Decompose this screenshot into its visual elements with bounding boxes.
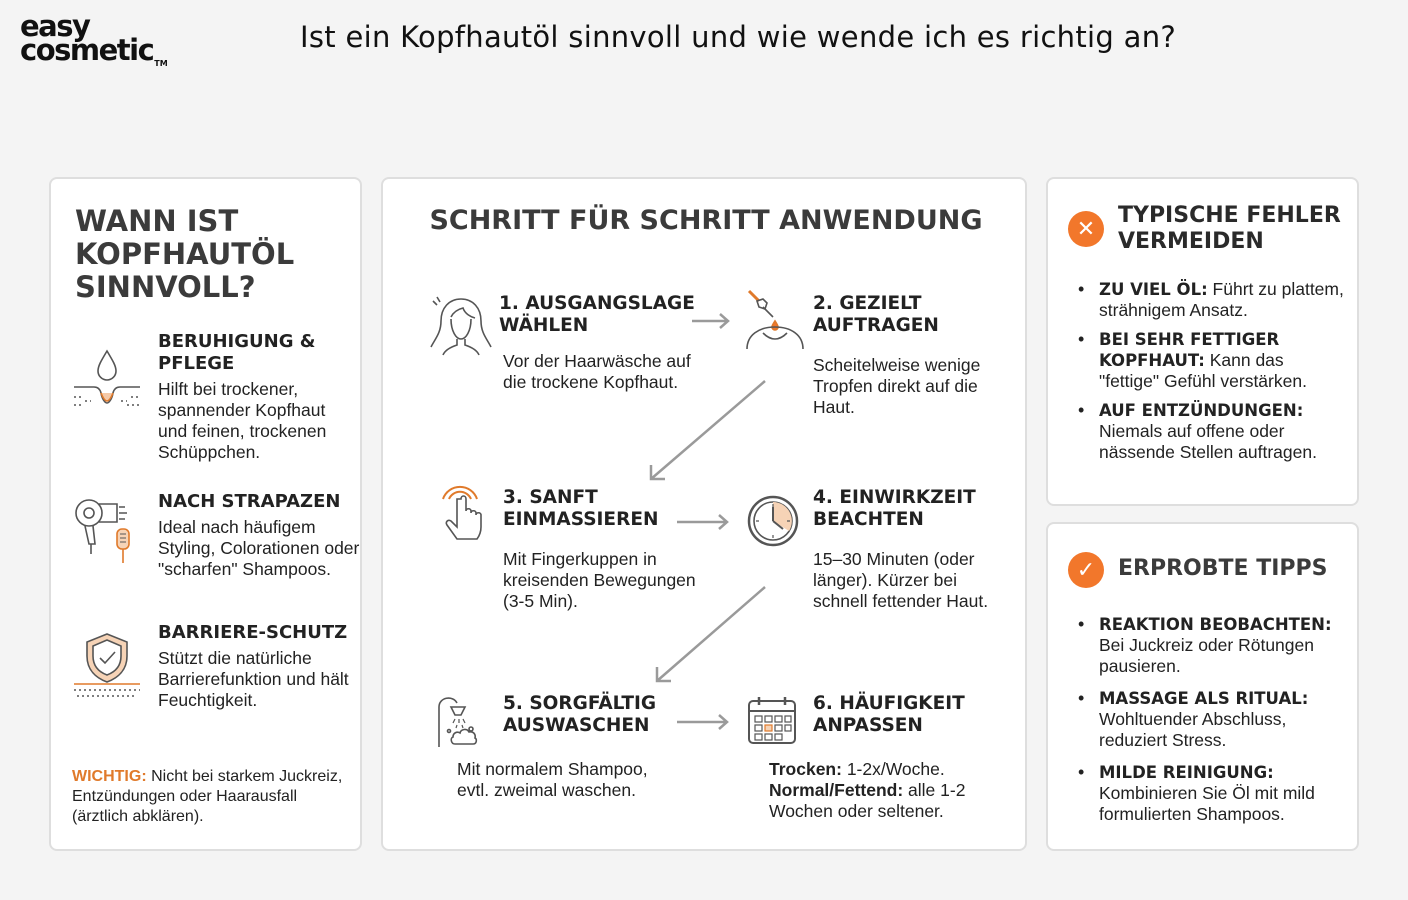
when-useful-heading: WANN IST KOPFHAUTÖL SINNVOLL? [75, 204, 295, 304]
item-label: BEI SEHR FETTIGER KOPFHAUT: [1099, 330, 1280, 370]
shield-skin-icon [71, 630, 143, 702]
step-desc: 15–30 Minuten (oder länger). Kürzer bei schnell fettender Haut. [813, 549, 989, 611]
list-item [1078, 762, 1348, 825]
shower-icon [433, 689, 497, 753]
item-text: Niemals auf offene oder nässende Stellen auftragen. [1099, 421, 1317, 462]
close-icon: ✕ [1068, 211, 1104, 247]
arrow-right-icon [675, 712, 733, 732]
benefit-title: BARRIERE-SCHUTZ [158, 622, 348, 643]
step-title: 6. HÄUFIGKEIT ANPASSEN [813, 693, 965, 736]
step-title: 5. SORGFÄLTIG AUSWASCHEN [503, 693, 657, 736]
benefit-title: NACH STRAPAZEN [158, 491, 341, 512]
list-item [1078, 279, 1348, 321]
list-item [1078, 329, 1348, 392]
item-text: Bei Juckreiz oder Rötungen pausieren. [1099, 635, 1314, 676]
item-text: Führt zu plattem, strähnigem Ansatz. [1099, 279, 1344, 320]
tips-heading: ERPROBTE TIPPS [1118, 556, 1328, 581]
logo-word: cosmetic [20, 33, 154, 67]
item-label: ZU VIEL ÖL: [1099, 280, 1208, 299]
steps-panel [381, 177, 1027, 851]
benefit-desc: Ideal nach häufigem Styling, Colorationen oder "scharfen" Shampoos. [158, 517, 360, 579]
important-label: WICHTIG: [72, 768, 147, 785]
arrow-diagonal-icon [651, 583, 769, 687]
mistakes-list [1078, 279, 1348, 471]
list-item [1078, 614, 1348, 677]
step-title: 2. GEZIELT AUFTRAGEN [813, 293, 939, 336]
arrow-right-icon [675, 512, 733, 532]
important-text: Nicht bei starkem Juckreiz, Entzündungen oder Haarausfall (ärztlich abklären). [72, 768, 343, 825]
arrow-right-icon [690, 311, 734, 331]
freq-dry-label: Trocken: [769, 759, 842, 779]
list-item [1078, 400, 1348, 463]
list-item [1078, 688, 1348, 751]
benefit-desc: Hilft bei trockener, spannender Kopfhaut und feinen, trockenen Schüppchen. [158, 379, 327, 462]
item-text: Kombinieren Sie Öl mit mild formulierten Shampoos. [1099, 783, 1315, 824]
step-title: 3. SANFT EINMASSIEREN [503, 487, 659, 530]
logo-line-1: easy [20, 9, 90, 43]
oil-drop-skin-icon [71, 345, 143, 417]
step-title: 1. AUSGANGSLAGE WÄHLEN [499, 293, 695, 336]
tips-list [1078, 614, 1348, 833]
when-useful-panel [49, 177, 362, 851]
calendar-icon [745, 693, 809, 757]
benefit-title: BERUHIGUNG & PFLEGE [158, 331, 316, 374]
step-desc: Mit normalem Shampoo, evtl. zweimal waschen. [457, 759, 648, 800]
benefit-desc: Stützt die natürliche Barrierefunktion und hält Feuchtigkeit. [158, 648, 349, 710]
tips-panel [1046, 522, 1359, 851]
item-label: MASSAGE ALS RITUAL: [1099, 689, 1309, 708]
step-desc: Mit Fingerkuppen in kreisenden Bewegungen (3-5 Min). [503, 549, 696, 611]
mistakes-panel [1046, 177, 1359, 506]
freq-normal-text: alle 1-2 Wochen oder seltener. [769, 780, 966, 821]
logo-line-2 [20, 33, 168, 68]
item-label: REAKTION BEOBACHTEN: [1099, 615, 1332, 634]
brand-logo [20, 9, 168, 68]
dropper-icon [743, 289, 807, 353]
item-label: MILDE REINIGUNG: [1099, 763, 1274, 782]
arrow-diagonal-icon [645, 377, 769, 485]
mistakes-heading: TYPISCHE FEHLER VERMEIDEN [1118, 203, 1341, 254]
logo-trademark: TM [154, 59, 168, 68]
steps-heading: SCHRITT FÜR SCHRITT ANWENDUNG [429, 205, 983, 236]
freq-normal-label: Normal/Fettend: [769, 780, 904, 800]
item-text: Wohltuender Abschluss, reduziert Stress. [1099, 709, 1287, 750]
hairdryer-brush-icon [71, 495, 143, 567]
freq-dry-text: 1-2x/Woche. [841, 759, 945, 779]
finger-tap-icon [435, 485, 499, 549]
important-note [72, 767, 357, 827]
step-title: 4. EINWIRKZEIT BEACHTEN [813, 487, 976, 530]
clock-icon [745, 489, 809, 553]
woman-head-icon [429, 293, 493, 357]
step-desc: Vor der Haarwäsche auf die trockene Kopfhaut. [503, 351, 691, 392]
item-label: AUF ENTZÜNDUNGEN: [1099, 401, 1304, 420]
step-desc [769, 759, 1009, 822]
step-desc: Scheitelweise wenige Tropfen direkt auf die Haut. [813, 355, 981, 417]
page-title: Ist ein Kopfhautöl sinnvoll und wie wende ich es richtig an? [300, 20, 1177, 54]
item-text: Kann das "fettige" Gefühl verstärken. [1099, 350, 1307, 391]
check-icon: ✓ [1068, 552, 1104, 588]
